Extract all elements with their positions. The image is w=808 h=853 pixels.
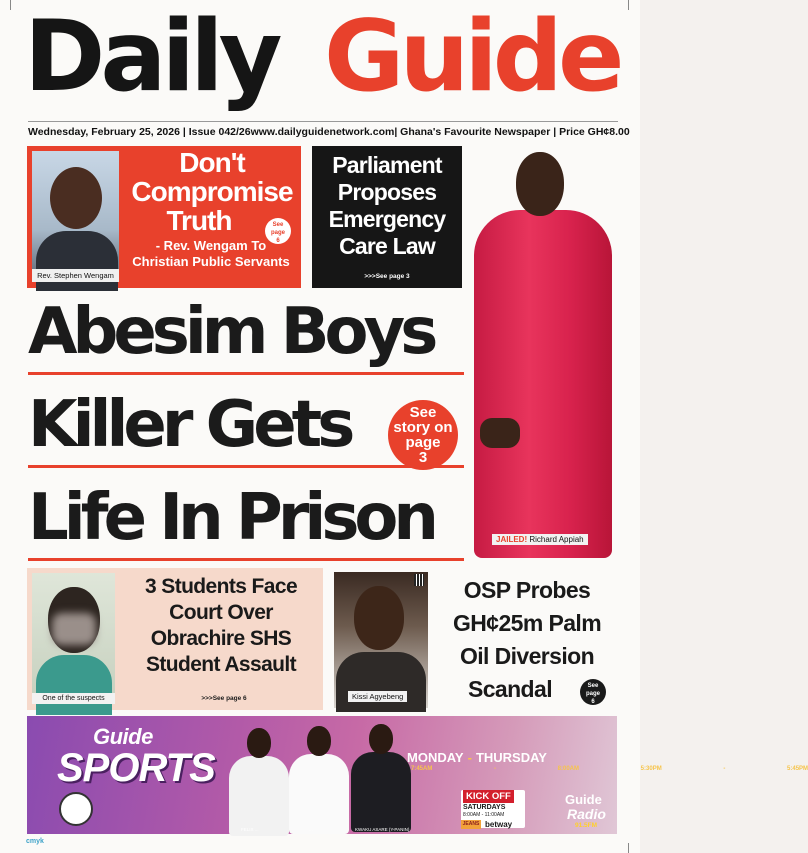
- presenter-shirt: [351, 752, 411, 832]
- headline-line: OSP Probes: [463, 577, 591, 603]
- caption-tag: JAILED!: [496, 535, 528, 544]
- presenter-name: FELIX ...: [241, 827, 259, 832]
- kickoff-day: SATURDAYS: [463, 804, 506, 811]
- guide-sports-banner: [27, 716, 808, 834]
- presenter-photo: [229, 728, 289, 838]
- wengam-head: [50, 167, 102, 229]
- presenter-shirt: [289, 754, 349, 834]
- story-students-face-court: [27, 568, 323, 710]
- dateline: [28, 121, 630, 138]
- radio-frequency: 91.5FM: [575, 822, 598, 829]
- headline-line: Parliament: [332, 152, 442, 178]
- photo-caption: [492, 534, 588, 545]
- see-page-badge: [580, 679, 606, 705]
- photo-caption: One of the suspects: [32, 693, 115, 704]
- headline-line: Emergency: [328, 206, 446, 232]
- see-label: See: [272, 222, 284, 228]
- date-issue: Wednesday, February 25, 2026 | Issue 042/26: [28, 126, 251, 138]
- headline: [312, 152, 462, 260]
- agyebeng-suit: [336, 652, 426, 712]
- headline-line: Truth: [166, 205, 232, 236]
- see-story-badge: [388, 400, 458, 470]
- suspect-body: [36, 655, 112, 715]
- headline-line: Oil Diversion: [459, 643, 595, 669]
- lead-headline-line: Life In Prison: [28, 481, 434, 555]
- see-page-pointer: >>>See page 6: [201, 695, 247, 702]
- presenter-head: [369, 724, 393, 754]
- see-story-line: See: [409, 404, 437, 421]
- divider: [28, 558, 464, 561]
- print-color-mark: cmyk: [26, 838, 44, 845]
- wengam-suit: [36, 231, 118, 291]
- lead-headline-line: Killer Gets: [28, 388, 351, 462]
- story-dont-compromise-truth: [27, 146, 301, 288]
- banner-brand-guide: Guide: [93, 724, 153, 749]
- masthead-guide: Guide: [324, 0, 620, 114]
- headline-line: 3 Students Face: [144, 575, 298, 598]
- see-story-line: 3: [418, 449, 428, 466]
- wengam-photo: [32, 151, 119, 282]
- subhead-line: Christian Public Servants: [132, 254, 290, 269]
- sponsor-logo: JEANS: [462, 821, 480, 827]
- see-story-line: page: [405, 434, 441, 451]
- masthead-logo: [24, 0, 624, 122]
- days-end: THURSDAY: [475, 750, 547, 765]
- football-icon: [59, 792, 93, 826]
- suspect-photo: [32, 573, 115, 704]
- subhead-line: - Rev. Wengam To: [155, 238, 267, 253]
- qr-code-icon: [414, 574, 424, 586]
- show-schedule: [407, 750, 547, 765]
- lead-headline-line: Abesim Boys: [28, 295, 434, 369]
- website: www.dailyguidenetwork.com: [250, 126, 395, 138]
- headline-line: Scandal: [467, 676, 552, 702]
- masthead-daily: Daily: [24, 0, 278, 114]
- presenter-head: [307, 726, 331, 756]
- presenter-shirt: [229, 756, 289, 836]
- see-story-line: story on: [393, 419, 453, 436]
- days-dash: -: [467, 750, 472, 765]
- headline-line: Don't: [179, 147, 245, 178]
- appiah-head: [516, 152, 564, 216]
- crop-mark: [10, 0, 11, 10]
- headline-line: Obrachire SHS: [150, 627, 292, 650]
- presenter-photo: [351, 724, 411, 834]
- subhead: [121, 238, 301, 270]
- see-page-word: page: [270, 230, 285, 236]
- photo-caption: Rev. Stephen Wengam: [32, 269, 119, 282]
- headline-line: Care Law: [339, 233, 435, 259]
- presenter-name: KWAKU ASARE (Y-PANIN): [355, 827, 410, 832]
- see-page-number: 6: [591, 699, 595, 705]
- richard-appiah-photo: [468, 148, 618, 558]
- headline-line: Student Assault: [145, 653, 297, 676]
- headline-line: Court Over: [169, 601, 273, 624]
- kickoff-time: 8:00AM - 11:00AM: [463, 812, 505, 818]
- presenter-name: ...: [309, 827, 313, 832]
- days-start: MONDAY: [407, 750, 464, 765]
- divider: [28, 465, 464, 468]
- tagline-price: | Ghana's Favourite Newspaper | Price GH¢8.00: [394, 126, 630, 138]
- suspect-face-blur: [52, 613, 96, 645]
- show-times: 7:45AM - 8:00AM 5:30PM - 5:45PM: [411, 766, 808, 772]
- agyebeng-head: [354, 586, 404, 650]
- headline: [121, 574, 321, 678]
- headline-line: GH¢25m Palm: [452, 610, 602, 636]
- kickoff-title: KICK OFF: [463, 790, 514, 803]
- kissi-agyebeng-photo: [334, 572, 428, 708]
- see-page-number: 6: [276, 238, 280, 244]
- see-page-pointer: >>>See page 3: [364, 273, 410, 280]
- appiah-hands: [480, 418, 520, 448]
- crop-mark: [628, 0, 629, 10]
- presenter-photo: [289, 726, 349, 836]
- sponsor-name: betway: [485, 820, 513, 829]
- radio-brand-radio: Radio: [567, 806, 606, 822]
- banner-brand-sports: SPORTS: [57, 746, 215, 790]
- appiah-robe: [474, 210, 612, 558]
- see-label: See: [587, 683, 599, 689]
- photo-caption: Kissi Agyebeng: [348, 691, 407, 702]
- story-emergency-care-law: [312, 146, 462, 288]
- crop-mark: [628, 843, 629, 853]
- headline-line: Proposes: [337, 179, 437, 205]
- presenter-head: [247, 728, 271, 758]
- divider: [28, 372, 464, 375]
- headline-line: Compromise: [131, 176, 293, 207]
- see-page-word: page: [585, 691, 600, 697]
- radio-brand-guide: Guide: [565, 792, 602, 807]
- caption-name: Richard Appiah: [529, 535, 584, 544]
